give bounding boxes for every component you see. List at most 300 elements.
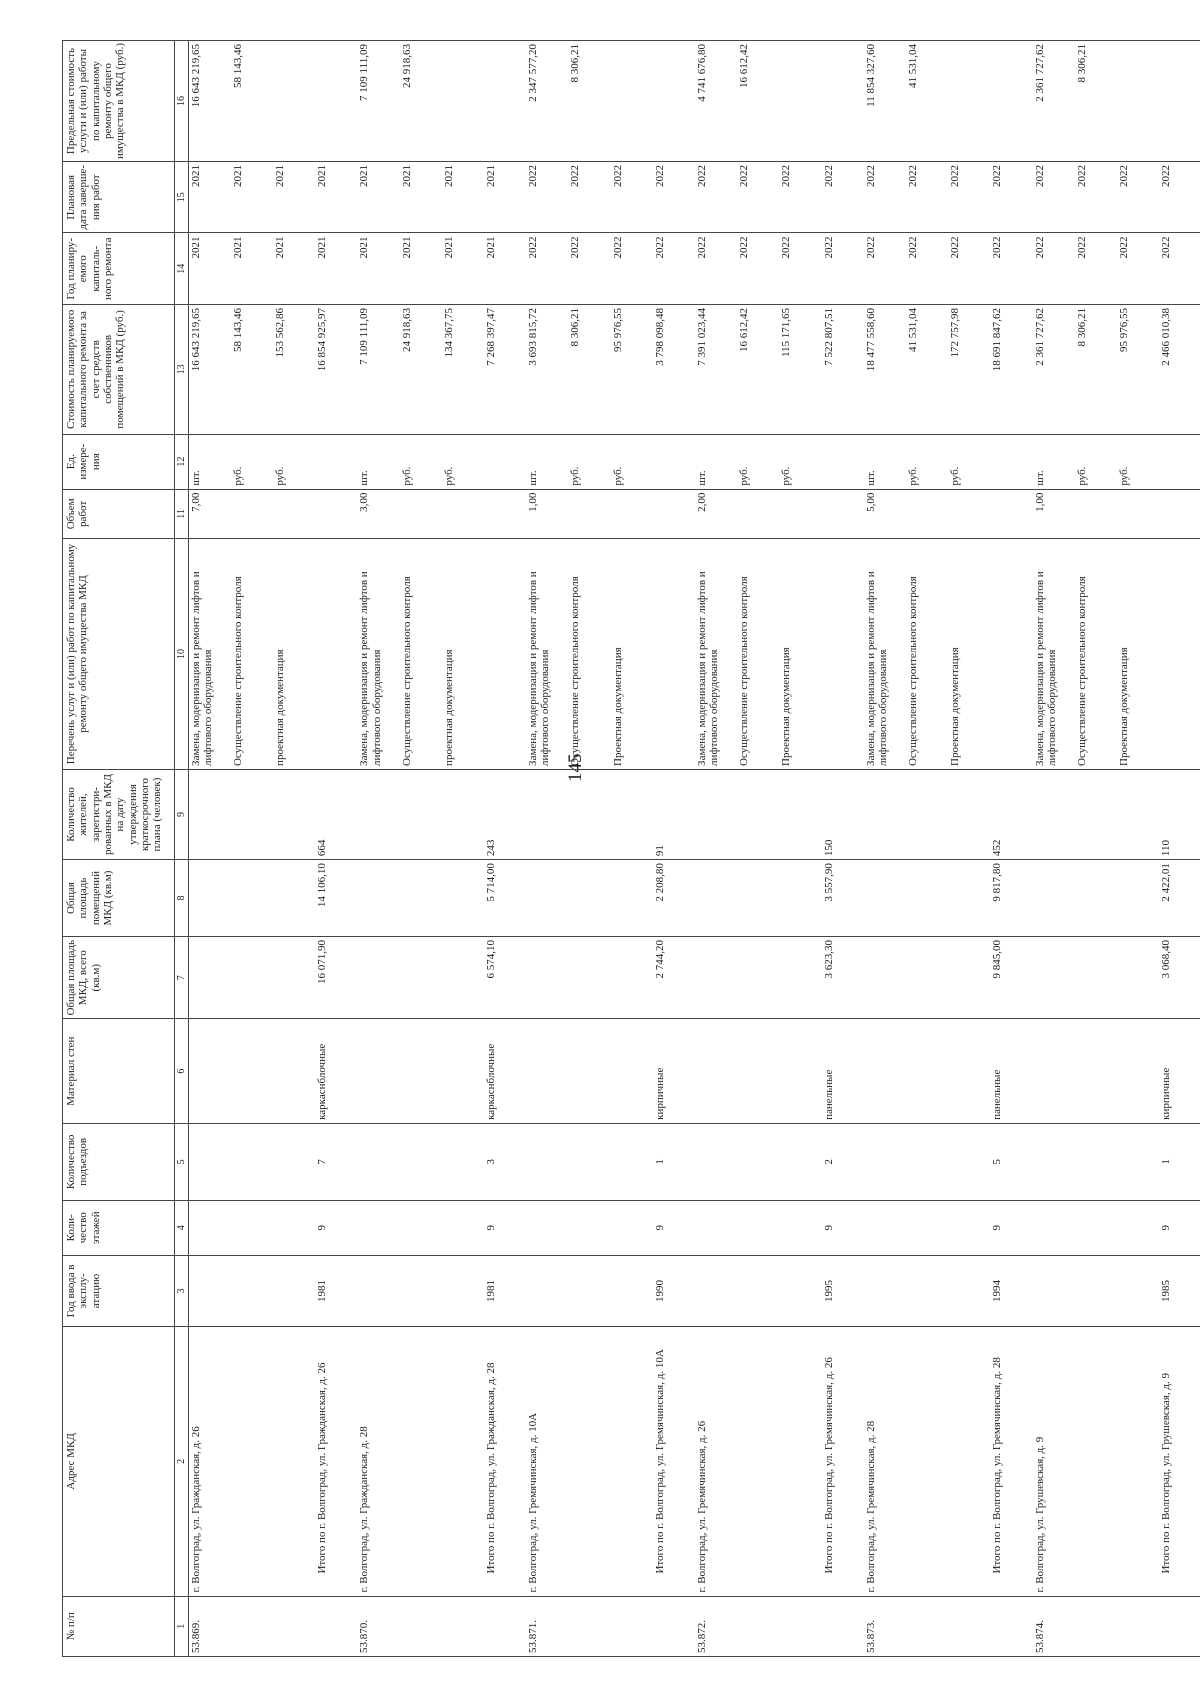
cell-year-built: 1994 <box>990 1255 1032 1326</box>
cell-planned-cost: 7 391 023,44 <box>695 304 737 434</box>
cell-repair-year: 2022 <box>822 233 864 304</box>
cell-total-area <box>526 937 568 1019</box>
column-number-9: 9 <box>175 769 189 859</box>
cell-work-volume <box>779 489 821 538</box>
cell-address <box>273 1327 315 1596</box>
cell-residents <box>400 769 442 859</box>
cell-premises-area <box>864 860 906 937</box>
table-row <box>1075 41 1117 1657</box>
cell-address: Итого по г. Волгоград, ул. Гремячинская, д. 26 <box>822 1327 864 1596</box>
cell-address <box>1117 1327 1159 1596</box>
cell-planned-cost: 95 976,55 <box>611 304 653 434</box>
cell-row-number <box>400 1596 442 1656</box>
cell-unit: руб. <box>906 434 948 489</box>
cell-work-volume: 2,00 <box>695 489 737 538</box>
cell-completion-date: 2021 <box>315 162 357 233</box>
cell-unit <box>990 434 1032 489</box>
cell-entrances <box>189 1123 231 1200</box>
cell-year-built <box>357 1255 399 1326</box>
cell-work-type: Осуществление строительного контроля <box>400 539 442 770</box>
cell-row-number: 53.869. <box>189 1596 231 1656</box>
cell-year-built <box>1075 1255 1117 1326</box>
cell-max-cost <box>442 41 484 162</box>
cell-work-type: Проектная документация <box>948 539 990 770</box>
cell-work-volume <box>611 489 653 538</box>
cell-floors <box>779 1200 821 1255</box>
table-row <box>400 41 442 1657</box>
cell-work-volume <box>400 489 442 538</box>
cell-entrances <box>906 1123 948 1200</box>
cell-unit <box>653 434 695 489</box>
cell-unit: руб. <box>1075 434 1117 489</box>
cell-row-number <box>653 1596 695 1656</box>
cell-row-number <box>273 1596 315 1656</box>
cell-wall-material <box>568 1019 610 1123</box>
cell-wall-material <box>864 1019 906 1123</box>
cell-entrances <box>273 1123 315 1200</box>
cell-unit: руб. <box>611 434 653 489</box>
cell-completion-date: 2021 <box>400 162 442 233</box>
cell-completion-date: 2021 <box>357 162 399 233</box>
cell-total-area <box>400 937 442 1019</box>
cell-year-built <box>568 1255 610 1326</box>
cell-floors: 9 <box>990 1200 1032 1255</box>
cell-planned-cost: 95 976,55 <box>1117 304 1159 434</box>
cell-completion-date: 2021 <box>484 162 526 233</box>
cell-total-area <box>442 937 484 1019</box>
cell-unit: руб. <box>737 434 779 489</box>
cell-unit: шт. <box>1033 434 1075 489</box>
cell-year-built <box>189 1255 231 1326</box>
cell-completion-date: 2022 <box>779 162 821 233</box>
cell-work-volume <box>822 489 864 538</box>
column-header-14: Год планиру-емого капиталь-ного ремонта <box>63 233 175 304</box>
column-number-1: 1 <box>175 1596 189 1656</box>
cell-address <box>400 1327 442 1596</box>
column-number-4: 4 <box>175 1200 189 1255</box>
cell-wall-material: панельные <box>822 1019 864 1123</box>
cell-row-number <box>611 1596 653 1656</box>
cell-completion-date: 2021 <box>231 162 273 233</box>
cell-residents <box>611 769 653 859</box>
cell-floors <box>189 1200 231 1255</box>
cell-floors: 9 <box>653 1200 695 1255</box>
cell-row-number <box>737 1596 779 1656</box>
cell-work-type: Замена, модернизация и ремонт лифтов и лифтового оборудования <box>526 539 568 770</box>
cell-row-number <box>484 1596 526 1656</box>
cell-work-type: Осуществление строительного контроля <box>906 539 948 770</box>
cell-unit <box>484 434 526 489</box>
cell-completion-date: 2022 <box>526 162 568 233</box>
cell-work-type: Проектная документация <box>779 539 821 770</box>
cell-work-volume <box>1159 489 1200 538</box>
cell-address <box>948 1327 990 1596</box>
cell-year-built: 1990 <box>653 1255 695 1326</box>
cell-repair-year: 2022 <box>1159 233 1200 304</box>
cell-work-type: Осуществление строительного контроля <box>231 539 273 770</box>
cell-repair-year: 2022 <box>611 233 653 304</box>
cell-year-built: 1985 <box>1159 1255 1200 1326</box>
cell-repair-year: 2022 <box>526 233 568 304</box>
column-header-5: Количество подъездов <box>63 1123 175 1200</box>
table-row <box>484 41 526 1657</box>
cell-work-volume <box>737 489 779 538</box>
cell-work-type: Осуществление строительного контроля <box>737 539 779 770</box>
cell-unit: шт. <box>526 434 568 489</box>
cell-residents <box>948 769 990 859</box>
cell-wall-material <box>611 1019 653 1123</box>
cell-entrances <box>611 1123 653 1200</box>
cell-wall-material: кирпичные <box>1159 1019 1200 1123</box>
cell-premises-area <box>611 860 653 937</box>
cell-premises-area <box>231 860 273 937</box>
cell-repair-year: 2022 <box>568 233 610 304</box>
cell-residents <box>695 769 737 859</box>
cell-floors <box>906 1200 948 1255</box>
cell-max-cost <box>611 41 653 162</box>
cell-unit: руб. <box>442 434 484 489</box>
column-header-4: Коли-чество этажей <box>63 1200 175 1255</box>
cell-work-volume <box>1117 489 1159 538</box>
cell-row-number: 53.872. <box>695 1596 737 1656</box>
cell-completion-date: 2022 <box>568 162 610 233</box>
column-header-2: Адрес МКД <box>63 1327 175 1596</box>
cell-planned-cost: 7 522 807,51 <box>822 304 864 434</box>
cell-premises-area <box>737 860 779 937</box>
cell-premises-area: 3 557,90 <box>822 860 864 937</box>
cell-work-type: Проектная документация <box>1117 539 1159 770</box>
cell-entrances: 3 <box>484 1123 526 1200</box>
repair-plan-table <box>62 40 1200 1657</box>
column-number-7: 7 <box>175 937 189 1019</box>
cell-floors <box>1075 1200 1117 1255</box>
table-row <box>315 41 357 1657</box>
cell-unit: руб. <box>273 434 315 489</box>
cell-floors <box>400 1200 442 1255</box>
cell-max-cost: 2 361 727,62 <box>1033 41 1075 162</box>
table-row <box>653 41 695 1657</box>
cell-row-number: 53.870. <box>357 1596 399 1656</box>
table-row <box>231 41 273 1657</box>
cell-wall-material <box>231 1019 273 1123</box>
cell-total-area: 2 744,20 <box>653 937 695 1019</box>
cell-address: Итого по г. Волгоград, ул. Гражданская, д. 28 <box>484 1327 526 1596</box>
cell-floors <box>442 1200 484 1255</box>
cell-wall-material: панельные <box>990 1019 1032 1123</box>
column-number-5: 5 <box>175 1123 189 1200</box>
column-number-16: 16 <box>175 41 189 162</box>
cell-work-type <box>653 539 695 770</box>
cell-planned-cost: 134 367,75 <box>442 304 484 434</box>
cell-wall-material <box>695 1019 737 1123</box>
cell-completion-date: 2022 <box>1075 162 1117 233</box>
cell-entrances <box>695 1123 737 1200</box>
cell-repair-year: 2021 <box>315 233 357 304</box>
cell-year-built <box>611 1255 653 1326</box>
column-header-3: Год ввода в эксплу-атацию <box>63 1255 175 1326</box>
cell-floors: 9 <box>822 1200 864 1255</box>
cell-wall-material <box>273 1019 315 1123</box>
table-row <box>990 41 1032 1657</box>
cell-work-volume: 7,00 <box>189 489 231 538</box>
cell-unit: шт. <box>189 434 231 489</box>
cell-total-area <box>779 937 821 1019</box>
cell-max-cost <box>273 41 315 162</box>
cell-max-cost: 8 306,21 <box>568 41 610 162</box>
cell-row-number <box>822 1596 864 1656</box>
cell-wall-material: кирпичные <box>653 1019 695 1123</box>
cell-premises-area <box>906 860 948 937</box>
column-number-2: 2 <box>175 1327 189 1596</box>
cell-residents <box>1117 769 1159 859</box>
column-header-11: Объем работ <box>63 489 175 538</box>
cell-work-volume: 1,00 <box>1033 489 1075 538</box>
cell-repair-year: 2022 <box>864 233 906 304</box>
column-number-13: 13 <box>175 304 189 434</box>
cell-residents <box>273 769 315 859</box>
table-row <box>189 41 231 1657</box>
cell-max-cost <box>948 41 990 162</box>
cell-work-volume <box>273 489 315 538</box>
cell-total-area <box>695 937 737 1019</box>
table-row <box>568 41 610 1657</box>
cell-work-volume <box>1075 489 1117 538</box>
cell-residents <box>906 769 948 859</box>
cell-total-area <box>568 937 610 1019</box>
cell-unit: руб. <box>568 434 610 489</box>
cell-wall-material <box>357 1019 399 1123</box>
cell-work-type <box>315 539 357 770</box>
cell-planned-cost: 16 854 925,97 <box>315 304 357 434</box>
cell-max-cost: 2 347 577,20 <box>526 41 568 162</box>
cell-floors: 9 <box>315 1200 357 1255</box>
cell-total-area <box>611 937 653 1019</box>
cell-row-number <box>948 1596 990 1656</box>
cell-max-cost <box>653 41 695 162</box>
cell-entrances: 7 <box>315 1123 357 1200</box>
cell-max-cost: 24 918,63 <box>400 41 442 162</box>
cell-entrances <box>737 1123 779 1200</box>
cell-work-type <box>1159 539 1200 770</box>
column-header-9: Количество жителей, зарегистри-рованных в МКД на дату утверждения краткосрочного плана (человек) <box>63 769 175 859</box>
cell-max-cost <box>315 41 357 162</box>
cell-max-cost <box>779 41 821 162</box>
cell-premises-area: 5 714,00 <box>484 860 526 937</box>
cell-premises-area <box>695 860 737 937</box>
cell-total-area <box>189 937 231 1019</box>
cell-year-built: 1995 <box>822 1255 864 1326</box>
cell-year-built <box>526 1255 568 1326</box>
cell-residents: 91 <box>653 769 695 859</box>
cell-entrances <box>526 1123 568 1200</box>
table-row <box>273 41 315 1657</box>
cell-planned-cost: 2 466 010,38 <box>1159 304 1200 434</box>
cell-work-type: Замена, модернизация и ремонт лифтов и лифтового оборудования <box>189 539 231 770</box>
column-header-6: Материал стен <box>63 1019 175 1123</box>
cell-work-type: Осуществление строительного контроля <box>568 539 610 770</box>
cell-residents <box>442 769 484 859</box>
cell-completion-date: 2022 <box>653 162 695 233</box>
table-body <box>189 41 1200 1657</box>
cell-row-number <box>231 1596 273 1656</box>
column-header-12: Ед. измере-ния <box>63 434 175 489</box>
cell-wall-material <box>779 1019 821 1123</box>
cell-address <box>906 1327 948 1596</box>
cell-premises-area <box>357 860 399 937</box>
cell-work-volume <box>948 489 990 538</box>
cell-entrances: 5 <box>990 1123 1032 1200</box>
cell-row-number <box>442 1596 484 1656</box>
table-row <box>948 41 990 1657</box>
cell-floors <box>948 1200 990 1255</box>
cell-floors <box>526 1200 568 1255</box>
cell-max-cost <box>822 41 864 162</box>
cell-max-cost <box>1159 41 1200 162</box>
cell-wall-material <box>442 1019 484 1123</box>
cell-repair-year: 2022 <box>1033 233 1075 304</box>
cell-residents <box>1075 769 1117 859</box>
cell-unit: шт. <box>357 434 399 489</box>
cell-premises-area: 9 817,80 <box>990 860 1032 937</box>
cell-completion-date: 2022 <box>822 162 864 233</box>
cell-work-type: проектная документация <box>442 539 484 770</box>
table-row <box>442 41 484 1657</box>
cell-premises-area: 14 106,10 <box>315 860 357 937</box>
column-number-10: 10 <box>175 539 189 770</box>
cell-total-area <box>737 937 779 1019</box>
cell-entrances <box>864 1123 906 1200</box>
cell-total-area <box>1033 937 1075 1019</box>
cell-entrances <box>357 1123 399 1200</box>
cell-year-built <box>948 1255 990 1326</box>
cell-entrances: 1 <box>1159 1123 1200 1200</box>
cell-address: г. Волгоград, ул. Гремячинская, д. 26 <box>695 1327 737 1596</box>
cell-premises-area <box>1033 860 1075 937</box>
cell-max-cost: 41 531,04 <box>906 41 948 162</box>
cell-work-volume: 1,00 <box>526 489 568 538</box>
cell-row-number: 53.871. <box>526 1596 568 1656</box>
cell-year-built <box>779 1255 821 1326</box>
cell-repair-year: 2022 <box>906 233 948 304</box>
cell-work-type: Осуществление строительного контроля <box>1075 539 1117 770</box>
cell-repair-year: 2022 <box>737 233 779 304</box>
cell-work-volume <box>315 489 357 538</box>
cell-floors <box>1117 1200 1159 1255</box>
cell-row-number: 53.874. <box>1033 1596 1075 1656</box>
cell-residents: 243 <box>484 769 526 859</box>
table-row <box>695 41 737 1657</box>
cell-address: г. Волгоград, ул. Грушевская, д. 9 <box>1033 1327 1075 1596</box>
cell-address <box>442 1327 484 1596</box>
column-header-16: Предельная стоимость услуги и (или) работы по капитальному ремонту общего имущества в МКД (руб.) <box>63 41 175 162</box>
cell-wall-material <box>1075 1019 1117 1123</box>
cell-work-type: Замена, модернизация и ремонт лифтов и лифтового оборудования <box>695 539 737 770</box>
cell-entrances <box>400 1123 442 1200</box>
rotated-table-container <box>62 40 1200 1657</box>
cell-address: г. Волгоград, ул. Гражданская, д. 26 <box>189 1327 231 1596</box>
cell-floors <box>864 1200 906 1255</box>
cell-work-volume <box>653 489 695 538</box>
cell-work-type <box>822 539 864 770</box>
cell-wall-material <box>737 1019 779 1123</box>
cell-floors <box>611 1200 653 1255</box>
cell-address: г. Волгоград, ул. Гражданская, д. 28 <box>357 1327 399 1596</box>
cell-row-number <box>1075 1596 1117 1656</box>
cell-year-built: 1981 <box>484 1255 526 1326</box>
cell-premises-area <box>442 860 484 937</box>
cell-residents: 110 <box>1159 769 1200 859</box>
cell-entrances: 2 <box>822 1123 864 1200</box>
cell-residents: 452 <box>990 769 1032 859</box>
cell-unit: руб. <box>1117 434 1159 489</box>
header-row <box>63 41 175 1657</box>
column-header-10: Перечень услуг и (или) работ по капитальному ремонту общего имущества МКД <box>63 539 175 770</box>
cell-work-type <box>484 539 526 770</box>
cell-total-area: 3 623,30 <box>822 937 864 1019</box>
cell-premises-area <box>1117 860 1159 937</box>
cell-work-volume <box>442 489 484 538</box>
cell-premises-area <box>568 860 610 937</box>
cell-max-cost: 11 854 327,60 <box>864 41 906 162</box>
cell-address <box>568 1327 610 1596</box>
cell-planned-cost: 7 268 397,47 <box>484 304 526 434</box>
cell-max-cost: 16 612,42 <box>737 41 779 162</box>
cell-wall-material <box>526 1019 568 1123</box>
cell-wall-material: каркаснблочные <box>315 1019 357 1123</box>
cell-work-volume <box>568 489 610 538</box>
cell-address: Итого по г. Волгоград, ул. Гремячинская, д. 10А <box>653 1327 695 1596</box>
cell-work-type: Проектная документация <box>611 539 653 770</box>
cell-entrances <box>231 1123 273 1200</box>
cell-year-built <box>1033 1255 1075 1326</box>
column-number-8: 8 <box>175 860 189 937</box>
column-header-7: Общая площадь МКД, всего (кв.м) <box>63 937 175 1019</box>
cell-repair-year: 2021 <box>357 233 399 304</box>
cell-work-type <box>990 539 1032 770</box>
cell-unit <box>315 434 357 489</box>
cell-wall-material <box>1033 1019 1075 1123</box>
cell-unit <box>1159 434 1200 489</box>
cell-year-built <box>864 1255 906 1326</box>
cell-max-cost <box>990 41 1032 162</box>
cell-planned-cost: 24 918,63 <box>400 304 442 434</box>
cell-address <box>779 1327 821 1596</box>
cell-work-volume <box>484 489 526 538</box>
cell-premises-area <box>948 860 990 937</box>
cell-year-built <box>737 1255 779 1326</box>
cell-total-area <box>1075 937 1117 1019</box>
cell-floors: 9 <box>484 1200 526 1255</box>
cell-completion-date: 2022 <box>906 162 948 233</box>
table-row <box>611 41 653 1657</box>
cell-planned-cost: 172 757,98 <box>948 304 990 434</box>
cell-total-area: 6 574,10 <box>484 937 526 1019</box>
cell-repair-year: 2022 <box>990 233 1032 304</box>
table-row <box>779 41 821 1657</box>
column-number-row <box>175 41 189 1657</box>
cell-row-number <box>779 1596 821 1656</box>
cell-total-area <box>864 937 906 1019</box>
column-number-12: 12 <box>175 434 189 489</box>
cell-completion-date: 2022 <box>1033 162 1075 233</box>
table-row <box>357 41 399 1657</box>
column-header-1: № п/п <box>63 1596 175 1656</box>
cell-total-area <box>948 937 990 1019</box>
cell-work-volume: 5,00 <box>864 489 906 538</box>
cell-work-volume <box>990 489 1032 538</box>
cell-wall-material <box>1117 1019 1159 1123</box>
cell-address <box>231 1327 273 1596</box>
